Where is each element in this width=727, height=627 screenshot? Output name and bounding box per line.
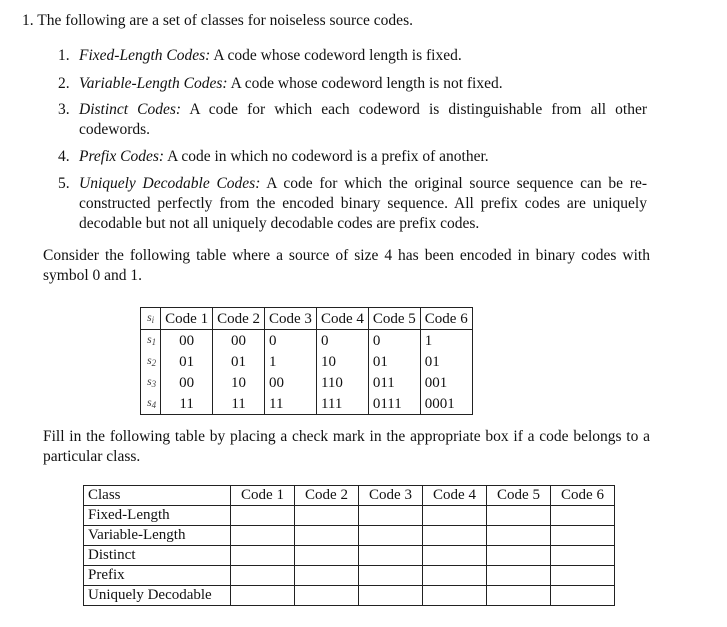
- class-label: Fixed-Length: [84, 506, 231, 526]
- check-cell[interactable]: [231, 566, 295, 586]
- check-cell[interactable]: [231, 526, 295, 546]
- code-cell: 00: [161, 372, 213, 393]
- item-term: Distinct Codes:: [79, 101, 182, 118]
- code-cell: 01: [161, 351, 213, 372]
- check-cell[interactable]: [487, 526, 551, 546]
- check-cell[interactable]: [295, 506, 359, 526]
- check-cell[interactable]: [359, 586, 423, 606]
- check-cell[interactable]: [423, 586, 487, 606]
- symbol-cell: $s_3$: [141, 372, 161, 393]
- symbol-header: $s_i$: [141, 308, 161, 330]
- code-cell: 00: [265, 372, 317, 393]
- check-cell[interactable]: [423, 566, 487, 586]
- code-cell: 10: [213, 372, 265, 393]
- check-cell[interactable]: [423, 506, 487, 526]
- column-header: Code 6: [551, 486, 615, 506]
- class-label: Variable-Length: [84, 526, 231, 546]
- code-cell: 1: [265, 351, 317, 372]
- code-cell: 0111: [368, 393, 420, 415]
- item-description: A code in which no codeword is a prefix of another.: [167, 148, 489, 165]
- symbol-cell: $s_4$: [141, 393, 161, 415]
- check-cell[interactable]: [487, 546, 551, 566]
- check-cell[interactable]: [295, 546, 359, 566]
- codes-table: [140, 307, 473, 415]
- symbol-cell: $s_1$: [141, 330, 161, 352]
- code-cell: 0: [265, 330, 317, 352]
- item-description: A code whose codeword length is fixed.: [213, 47, 462, 64]
- column-header: Code 1: [161, 308, 213, 330]
- class-label: Uniquely Decodable: [84, 586, 231, 606]
- item-number: 2.: [58, 75, 70, 92]
- check-cell[interactable]: [551, 526, 615, 546]
- class-label: Prefix: [84, 566, 231, 586]
- code-cell: 10: [316, 351, 368, 372]
- code-cell: 011: [368, 372, 420, 393]
- table-row: [141, 330, 473, 352]
- table-row: [84, 546, 615, 566]
- table-header-row: [84, 486, 615, 506]
- check-cell[interactable]: [551, 586, 615, 606]
- check-cell[interactable]: [295, 586, 359, 606]
- class-label: Distinct: [84, 546, 231, 566]
- item-description: A code whose codeword length is not fixed.: [230, 75, 503, 92]
- check-cell[interactable]: [231, 506, 295, 526]
- code-cell: 001: [420, 372, 472, 393]
- code-cell: 11: [161, 393, 213, 415]
- class-header: Class: [84, 486, 231, 506]
- table-row: [84, 506, 615, 526]
- check-cell[interactable]: [295, 526, 359, 546]
- table-row: [84, 526, 615, 546]
- code-cell: 00: [213, 330, 265, 352]
- check-cell[interactable]: [551, 566, 615, 586]
- item-number: 3.: [58, 101, 70, 118]
- code-cell: 111: [316, 393, 368, 415]
- check-cell[interactable]: [551, 546, 615, 566]
- code-cell: 01: [368, 351, 420, 372]
- column-header: Code 6: [420, 308, 472, 330]
- check-cell[interactable]: [295, 566, 359, 586]
- check-cell[interactable]: [487, 566, 551, 586]
- code-cell: 01: [420, 351, 472, 372]
- check-cell[interactable]: [551, 506, 615, 526]
- class-table: [83, 485, 615, 606]
- check-cell[interactable]: [487, 586, 551, 606]
- column-header: Code 4: [423, 486, 487, 506]
- column-header: Code 4: [316, 308, 368, 330]
- code-cell: 0001: [420, 393, 472, 415]
- check-cell[interactable]: [423, 526, 487, 546]
- table-row: [84, 586, 615, 606]
- item-description: A code for which the original source sequence can be re-constructed perfectly from the encoded binary sequence. All prefix codes are uniquely decodable but not all uniquely decodable codes are prefix codes.: [79, 175, 647, 232]
- column-header: Code 3: [265, 308, 317, 330]
- item-term: Uniquely Decodable Codes:: [79, 175, 261, 192]
- item-number: 1.: [58, 47, 70, 64]
- item-description: A code for which each codeword is distinguishable from all other codewords.: [79, 101, 647, 138]
- item-number: 5.: [58, 175, 70, 192]
- check-cell[interactable]: [359, 566, 423, 586]
- fill-paragraph: Fill in the following table by placing a check mark in the appropriate box if a code belongs to a particular class.: [43, 428, 650, 465]
- check-cell[interactable]: [487, 506, 551, 526]
- table-row: [141, 372, 473, 393]
- check-cell[interactable]: [423, 546, 487, 566]
- check-cell[interactable]: [359, 526, 423, 546]
- check-cell[interactable]: [231, 546, 295, 566]
- check-cell[interactable]: [231, 586, 295, 606]
- check-cell[interactable]: [359, 546, 423, 566]
- item-number: 4.: [58, 148, 70, 165]
- check-cell[interactable]: [359, 506, 423, 526]
- table-row: [141, 351, 473, 372]
- table-row: [84, 566, 615, 586]
- column-header: Code 5: [487, 486, 551, 506]
- item-term: Fixed-Length Codes:: [79, 47, 211, 64]
- symbol-cell: $s_2$: [141, 351, 161, 372]
- code-cell: 0: [368, 330, 420, 352]
- code-cell: 0: [316, 330, 368, 352]
- code-cell: 110: [316, 372, 368, 393]
- code-cell: 01: [213, 351, 265, 372]
- column-header: Code 1: [231, 486, 295, 506]
- question-title: 1. The following are a set of classes for noiseless source codes.: [22, 12, 413, 29]
- consider-paragraph: Consider the following table where a source of size 4 has been encoded in binary codes with symbol 0 and 1.: [43, 247, 650, 284]
- column-header: Code 5: [368, 308, 420, 330]
- code-cell: 11: [213, 393, 265, 415]
- column-header: Code 2: [295, 486, 359, 506]
- table-row: [141, 393, 473, 415]
- column-header: Code 3: [359, 486, 423, 506]
- item-term: Prefix Codes:: [79, 148, 165, 165]
- column-header: Code 2: [213, 308, 265, 330]
- code-cell: 11: [265, 393, 317, 415]
- code-cell: 00: [161, 330, 213, 352]
- item-term: Variable-Length Codes:: [79, 75, 228, 92]
- code-cell: 1: [420, 330, 472, 352]
